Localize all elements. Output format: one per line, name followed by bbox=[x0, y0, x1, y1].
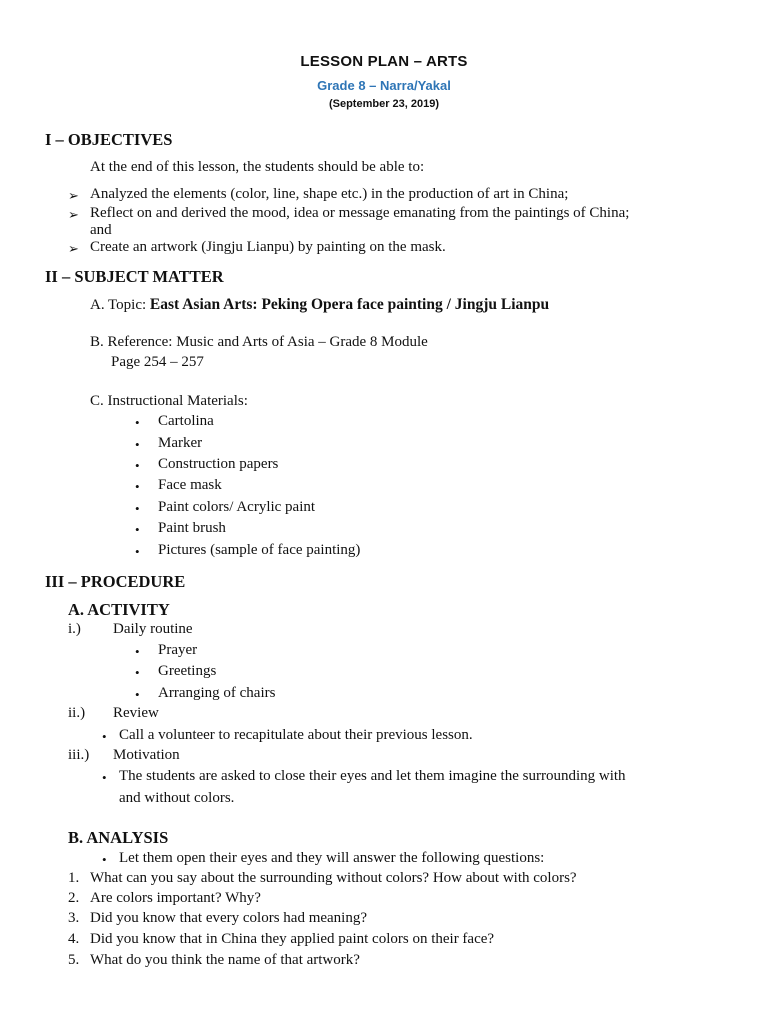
step-label: Motivation bbox=[113, 747, 180, 763]
activity-heading: A. ACTIVITY bbox=[68, 600, 170, 619]
subject-matter-heading: II – SUBJECT MATTER bbox=[45, 267, 224, 286]
question-text: Did you know that in China they applied paint colors on their face? bbox=[90, 931, 495, 947]
arrow-bullet-icon: ➢ bbox=[68, 188, 79, 203]
step-number: i.) bbox=[68, 621, 81, 637]
routine-item: Arranging of chairs bbox=[158, 685, 276, 701]
question-number: 5. bbox=[68, 952, 80, 968]
bullet-icon: • bbox=[135, 522, 140, 537]
grade-subtitle: Grade 8 – Narra/Yakal bbox=[317, 78, 451, 93]
question-text: Are colors important? Why? bbox=[90, 890, 261, 906]
bullet-icon: • bbox=[135, 665, 140, 680]
material-item: Cartolina bbox=[158, 413, 214, 429]
material-item: Paint colors/ Acrylic paint bbox=[158, 499, 316, 515]
bullet-icon: • bbox=[135, 458, 140, 473]
analysis-heading: B. ANALYSIS bbox=[68, 828, 169, 847]
bullet-icon: • bbox=[102, 729, 107, 744]
objective-item-continuation: and bbox=[90, 222, 112, 238]
procedure-heading: III – PROCEDURE bbox=[45, 572, 186, 591]
question-text: What do you think the name of that artwork? bbox=[90, 952, 360, 968]
question-number: 2. bbox=[68, 890, 80, 906]
question-text: What can you say about the surrounding without colors? How about with colors? bbox=[90, 870, 577, 886]
material-item: Pictures (sample of face painting) bbox=[158, 542, 361, 558]
material-item: Marker bbox=[158, 435, 203, 451]
topic-label: A. Topic: bbox=[90, 297, 147, 313]
bullet-icon: • bbox=[135, 437, 140, 452]
bullet-icon: • bbox=[135, 644, 140, 659]
step-label: Review bbox=[113, 705, 159, 721]
material-item: Construction papers bbox=[158, 456, 279, 472]
motivation-item-continuation: and without colors. bbox=[119, 790, 235, 806]
step-number: iii.) bbox=[68, 747, 90, 763]
materials-label: C. Instructional Materials: bbox=[90, 393, 248, 409]
page-title: LESSON PLAN – ARTS bbox=[300, 53, 468, 70]
question-number: 1. bbox=[68, 870, 80, 886]
topic-value: East Asian Arts: Peking Opera face painting / Jingju Lianpu bbox=[149, 296, 550, 313]
material-item: Paint brush bbox=[158, 520, 226, 536]
topic-line bbox=[90, 296, 549, 314]
objective-item: Analyzed the elements (color, line, shape etc.) in the production of art in China; bbox=[90, 186, 569, 202]
reference-pages: Page 254 – 257 bbox=[111, 354, 204, 370]
step-label: Daily routine bbox=[113, 621, 193, 637]
material-item: Face mask bbox=[158, 477, 222, 493]
routine-item: Greetings bbox=[158, 663, 217, 679]
objective-item: Reflect on and derived the mood, idea or message emanating from the paintings of China; bbox=[90, 205, 630, 221]
objectives-heading: I – OBJECTIVES bbox=[45, 130, 173, 149]
bullet-icon: • bbox=[102, 770, 107, 785]
step-number: ii.) bbox=[68, 705, 86, 721]
bullet-icon: • bbox=[102, 852, 107, 867]
arrow-bullet-icon: ➢ bbox=[68, 207, 79, 222]
question-text: Did you know that every colors had meaning? bbox=[90, 910, 368, 926]
objectives-intro: At the end of this lesson, the students should be able to: bbox=[90, 159, 425, 175]
motivation-item: The students are asked to close their eyes and let them imagine the surrounding with bbox=[119, 768, 626, 784]
question-number: 3. bbox=[68, 910, 80, 926]
review-item: Call a volunteer to recapitulate about their previous lesson. bbox=[119, 727, 473, 743]
bullet-icon: • bbox=[135, 501, 140, 516]
reference-line: B. Reference: Music and Arts of Asia – Grade 8 Module bbox=[90, 334, 428, 350]
objective-item: Create an artwork (Jingju Lianpu) by painting on the mask. bbox=[90, 239, 446, 255]
routine-item: Prayer bbox=[158, 642, 198, 658]
bullet-icon: • bbox=[135, 479, 140, 494]
bullet-icon: • bbox=[135, 415, 140, 430]
analysis-intro: Let them open their eyes and they will answer the following questions: bbox=[119, 850, 545, 866]
bullet-icon: • bbox=[135, 687, 140, 702]
arrow-bullet-icon: ➢ bbox=[68, 241, 79, 256]
question-number: 4. bbox=[68, 931, 80, 947]
bullet-icon: • bbox=[135, 544, 140, 559]
lesson-date: (September 23, 2019) bbox=[328, 98, 440, 110]
